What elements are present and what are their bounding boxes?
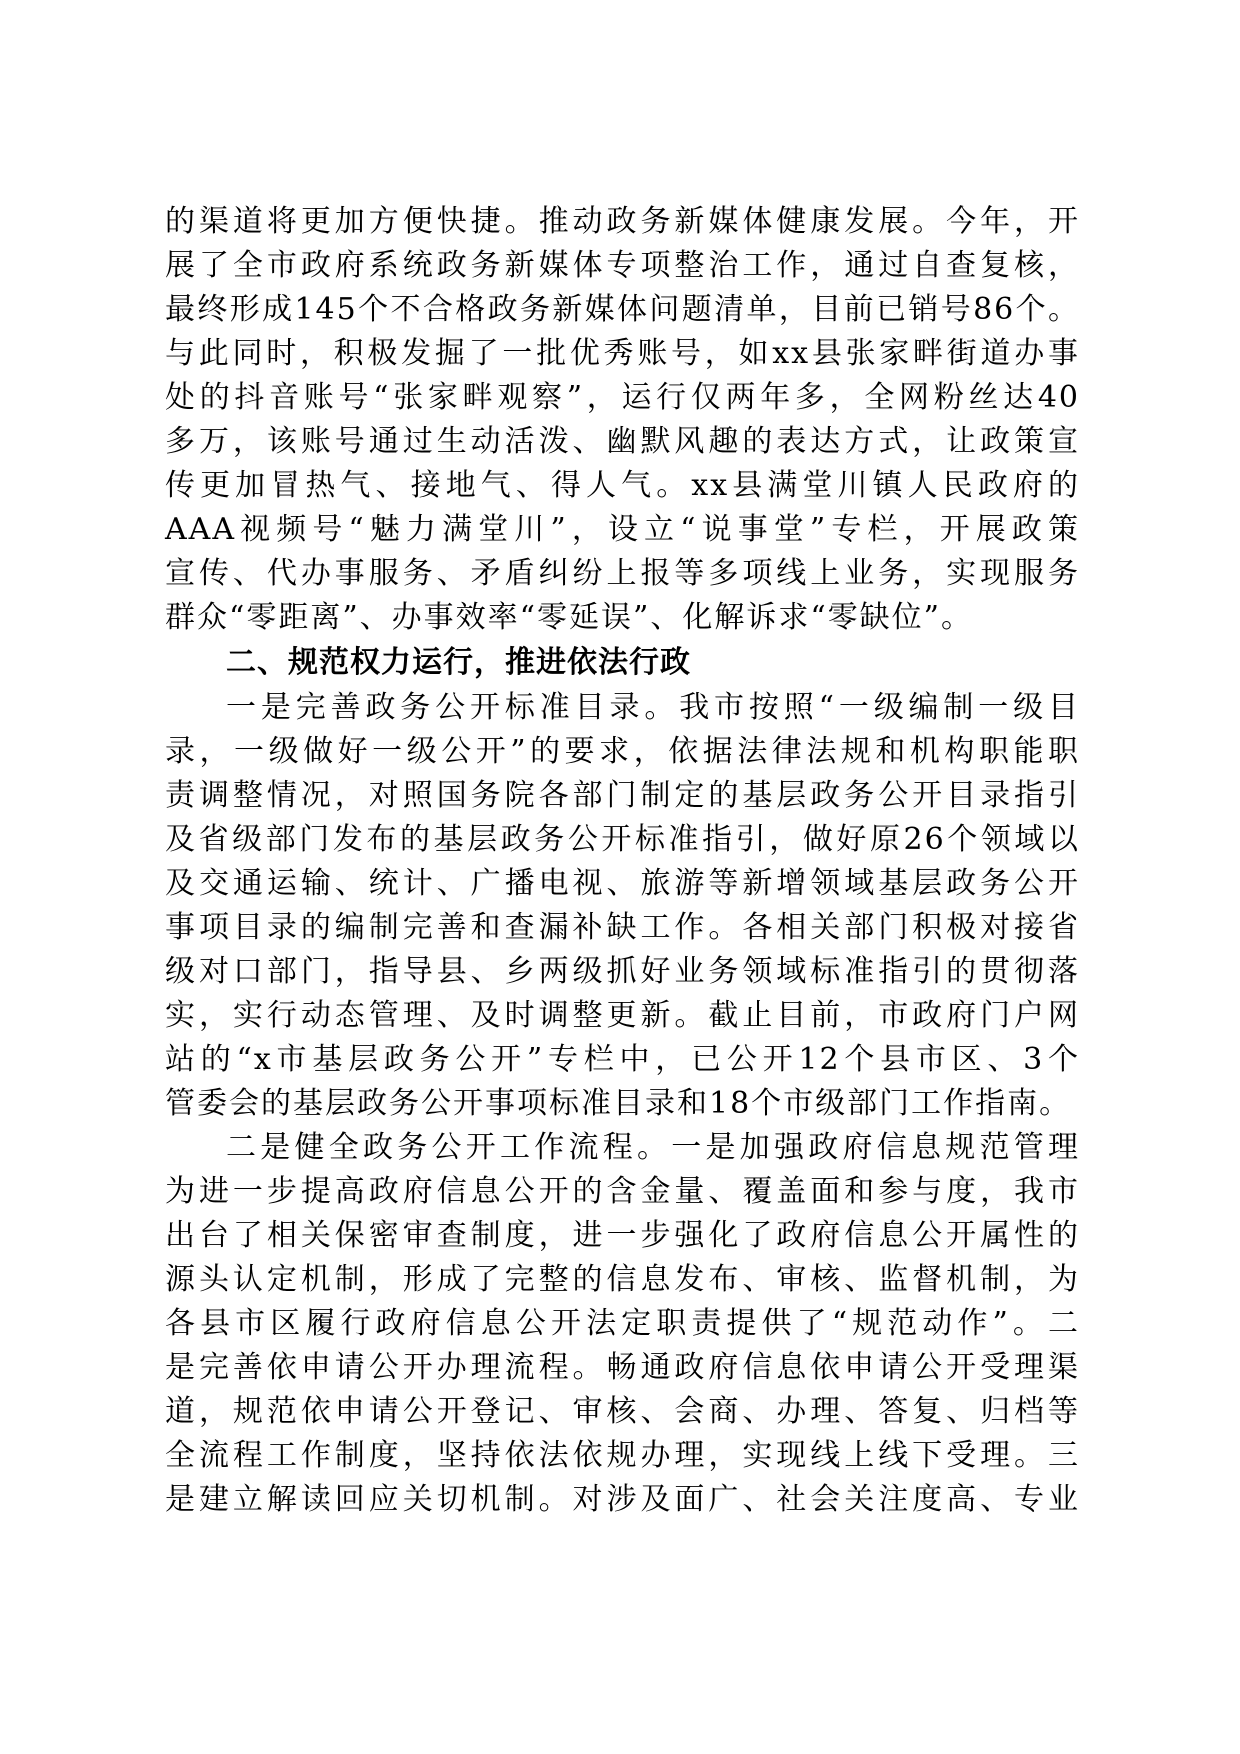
text-line: 及交通运输、统计、广播电视、旅游等新增领域基层政务公开 bbox=[165, 866, 1080, 901]
text-line: 展了全市政府系统政务新媒体专项整治工作，通过自查复核， bbox=[165, 248, 1080, 283]
text-line: 源头认定机制，形成了完整的信息发布、审核、监督机制，为 bbox=[165, 1262, 1080, 1297]
text-line: 级对口部门，指导县、乡两级抓好业务领域标准指引的贯彻落 bbox=[165, 954, 1080, 989]
text-line: 是建立解读回应关切机制。对涉及面广、社会关注度高、专业 bbox=[165, 1482, 1080, 1517]
text-line: 传更加冒热气、接地气、得人气。xx县满堂川镇人民政府的 bbox=[165, 468, 1080, 503]
text-line: 最终形成145个不合格政务新媒体问题清单，目前已销号86个。 bbox=[165, 292, 1080, 327]
text-line: 管委会的基层政务公开事项标准目录和18个市级部门工作指南。 bbox=[165, 1086, 1072, 1121]
text-line: 全流程工作制度，坚持依法依规办理，实现线上线下受理。三 bbox=[165, 1438, 1080, 1473]
text-line: 处的抖音账号“张家畔观察”，运行仅两年多，全网粉丝达40 bbox=[165, 380, 1080, 415]
text-line: 群众“零距离”、办事效率“零延误”、化解诉求“零缺位”。 bbox=[165, 600, 974, 635]
text-line: 二是健全政务公开工作流程。一是加强政府信息规范管理 bbox=[226, 1130, 1080, 1165]
text-line: 录，一级做好一级公开”的要求，依据法律法规和机构职能职 bbox=[165, 734, 1080, 769]
paragraph-workflow bbox=[165, 1126, 1080, 1522]
text-line: AAA视频号“魅力满堂川”，设立“说事堂”专栏，开展政策 bbox=[165, 512, 1080, 547]
text-line: 多万，该账号通过生动活泼、幽默风趣的表达方式，让政策宣 bbox=[165, 424, 1080, 459]
text-line: 事项目录的编制完善和查漏补缺工作。各相关部门积极对接省 bbox=[165, 910, 1080, 945]
text-line: 及省级部门发布的基层政务公开标准指引，做好原26个领域以 bbox=[165, 822, 1080, 857]
text-line: 责调整情况，对照国务院各部门制定的基层政务公开目录指引 bbox=[165, 778, 1080, 813]
text-line: 一是完善政务公开标准目录。我市按照“一级编制一级目 bbox=[226, 690, 1080, 725]
text-line: 各县市区履行政府信息公开法定职责提供了“规范动作”。二 bbox=[165, 1306, 1080, 1341]
text-line: 为进一步提高政府信息公开的含金量、覆盖面和参与度，我市 bbox=[165, 1174, 1080, 1209]
section-heading: 二、规范权力运行，推进依法行政 bbox=[226, 645, 691, 680]
document-body bbox=[165, 200, 1080, 1522]
paragraph-new-media bbox=[165, 200, 1080, 640]
text-line: 出台了相关保密审查制度，进一步强化了政府信息公开属性的 bbox=[165, 1218, 1080, 1253]
text-line: 是完善依申请公开办理流程。畅通政府信息依申请公开受理渠 bbox=[165, 1350, 1080, 1385]
text-line: 道，规范依申请公开登记、审核、会商、办理、答复、归档等 bbox=[165, 1394, 1080, 1429]
text-line: 站的“x市基层政务公开”专栏中，已公开12个县市区、3个 bbox=[165, 1042, 1080, 1077]
text-line: 与此同时，积极发掘了一批优秀账号，如xx县张家畔街道办事 bbox=[165, 336, 1080, 371]
text-line: 实，实行动态管理、及时调整更新。截止目前，市政府门户网 bbox=[165, 998, 1080, 1033]
text-line: 宣传、代办事服务、矛盾纠纷上报等多项线上业务，实现服务 bbox=[165, 556, 1080, 591]
text-line: 的渠道将更加方便快捷。推动政务新媒体健康发展。今年，开 bbox=[165, 204, 1080, 239]
paragraph-standard-directory bbox=[165, 686, 1080, 1126]
